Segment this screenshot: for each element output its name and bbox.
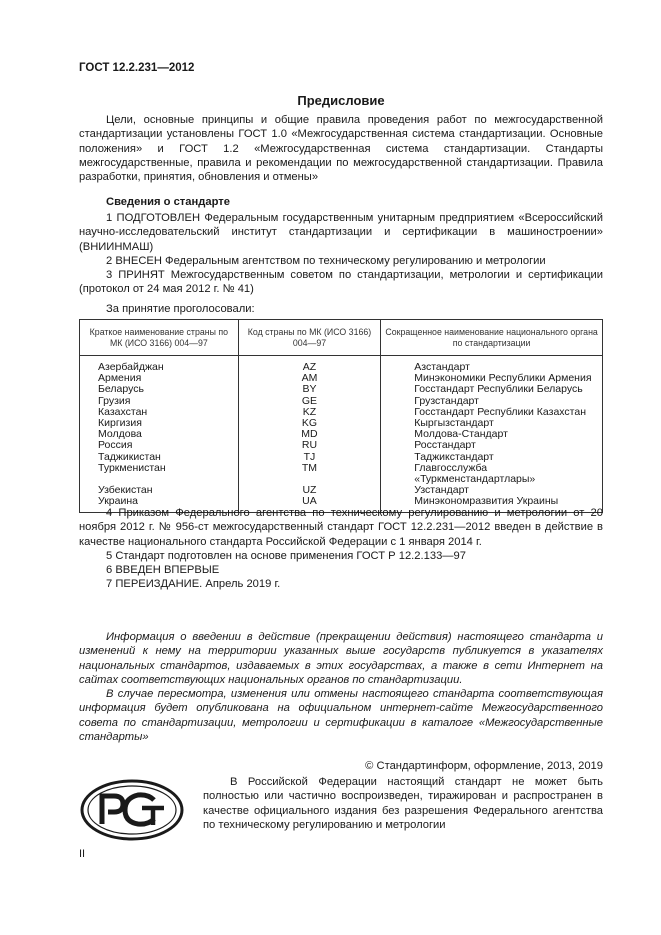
country-name: Казахстан	[80, 407, 239, 418]
info-item-4: 4 Приказом Федерального агентства по техническому регулированию и метрологии от 20 ноября 2012 г. № 956-ст межгосударственный стандарт ГОСТ 12.2.231—2012 введен в действие в качестве национального стандарта Российской Федерации с 1 января 2014 г.	[79, 507, 603, 548]
country-code: UZ	[238, 485, 381, 496]
table-row	[80, 463, 603, 485]
country-name: Киргизия	[80, 418, 239, 429]
voting-countries-table	[79, 319, 603, 513]
info-item-5: 5 Стандарт подготовлен на основе применения ГОСТ Р 12.2.133—97	[106, 549, 466, 562]
column-header-agency: Сокращенное наименование национального органа по стандартизации	[381, 320, 603, 356]
copyright-line: © Стандартинформ, оформление, 2013, 2019	[365, 760, 603, 772]
table-row	[80, 440, 603, 451]
country-name: Азербайджан	[80, 356, 239, 374]
info-item-6: 6 ВВЕДЕН ВПЕРВЫЕ	[106, 564, 220, 577]
country-code: UA	[238, 496, 381, 512]
country-name: Беларусь	[80, 384, 239, 395]
country-name: Таджикистан	[80, 452, 239, 463]
standard-info-items	[79, 211, 603, 297]
rst-logo	[80, 778, 184, 847]
agency-name: Узстандарт	[381, 485, 603, 496]
page-number: II	[79, 848, 86, 860]
table-row	[80, 407, 603, 418]
info-item-1: 1 ПОДГОТОВЛЕН Федеральным государственным унитарным предприятием «Всероссийский научно-исследовательский институт стандартизации и сертификации в машиностроении» (ВНИИНМАШ)	[79, 212, 603, 253]
table-header-row	[80, 320, 603, 356]
country-code: KG	[238, 418, 381, 429]
agency-name: Госстандарт Республики Беларусь	[381, 384, 603, 395]
country-code: AM	[238, 373, 381, 384]
country-code: MD	[238, 429, 381, 440]
country-name: Россия	[80, 440, 239, 451]
country-name: Узбекистан	[80, 485, 239, 496]
publication-notice	[79, 630, 603, 744]
country-code: RU	[238, 440, 381, 451]
country-name: Украина	[80, 496, 239, 512]
country-code: TM	[238, 463, 381, 485]
country-name: Грузия	[80, 396, 239, 407]
agency-name: Кыргызстандарт	[381, 418, 603, 429]
table-row	[80, 429, 603, 440]
country-code: AZ	[238, 356, 381, 374]
country-name: Туркменистан	[80, 463, 239, 485]
reproduction-notice	[203, 775, 603, 832]
document-code: ГОСТ 12.2.231—2012	[79, 62, 195, 74]
intro-paragraph: Цели, основные принципы и общие правила проведения работ по межгосударственной стандартизации установлены ГОСТ 1.0 «Межгосударственная система стандартизации. Основные положения» и ГОСТ 1.2 «Межгосударственная система стандартизации. Стандарты межгосударственные, правила и рекомендации по межгосударственной стандартизации. Правила разработки, принятия, обновления и отмены»	[79, 114, 603, 184]
country-name: Молдова	[80, 429, 239, 440]
agency-name: Росстандарт	[381, 440, 603, 451]
info-item-7: 7 ПЕРЕИЗДАНИЕ. Апрель 2019 г.	[106, 578, 281, 591]
agency-name: Госстандарт Республики Казахстан	[381, 407, 603, 418]
agency-name: Минэкономразвития Украины	[381, 496, 603, 512]
notice-paragraph-1: Информация о введении в действие (прекращении действия) настоящего стандарта и изменений к нему на территории указанных выше государств публикуется в указателях национальных стандартов, издаваемых в этих государствах, а также в сети Интернет на сайтах соответствующих национальных органов по стандартизации.	[79, 631, 603, 686]
table-row	[80, 384, 603, 395]
notice-paragraph-2: В случае пересмотра, изменения или отмены настоящего стандарта соответствующая информация будет опубликована на официальном интернет-сайте Межгосударственного совета по стандартизации, метрологии и сертификации в каталоге «Межгосударственные стандарты»	[79, 688, 603, 744]
agency-name: Грузстандарт	[381, 396, 603, 407]
column-header-code: Код страны по МК (ИСО 3166) 004—97	[238, 320, 381, 356]
rst-logo-icon	[80, 778, 184, 842]
adoption-items	[79, 506, 603, 592]
agency-name: Азстандарт	[381, 356, 603, 374]
country-code: BY	[238, 384, 381, 395]
table-row	[80, 356, 603, 374]
column-header-country: Краткое наименование страны по МК (ИСО 3166) 004—97	[80, 320, 239, 356]
vote-label: За принятие проголосовали:	[106, 303, 255, 315]
standard-info-heading: Сведения о стандарте	[106, 196, 230, 208]
country-code: TJ	[238, 452, 381, 463]
reproduction-notice-text: В Российской Федерации настоящий стандарт не может быть полностью или частично воспроизведен, тиражирован и распространен в качестве официального издания без разрешения Федерального агентства по техническому регулированию и метрологии	[203, 776, 603, 831]
agency-name: Молдова-Стандарт	[381, 429, 603, 440]
country-name: Армения	[80, 373, 239, 384]
info-item-3: 3 ПРИНЯТ Межгосударственным советом по стандартизации, метрологии и сертификации (протокол от 24 мая 2012 г. № 41)	[79, 269, 603, 296]
table-row	[80, 418, 603, 429]
agency-name: Минэкономики Республики Армения	[381, 373, 603, 384]
agency-name: Таджикстандарт	[381, 452, 603, 463]
country-code: KZ	[238, 407, 381, 418]
preface-title: Предисловие	[297, 93, 385, 108]
preface-intro	[79, 113, 603, 184]
info-item-2: 2 ВНЕСЕН Федеральным агентством по техническому регулированию и метрологии	[106, 254, 546, 267]
agency-name: Главгосслужба «Туркменстандартлары»	[381, 463, 603, 485]
country-code: GE	[238, 396, 381, 407]
